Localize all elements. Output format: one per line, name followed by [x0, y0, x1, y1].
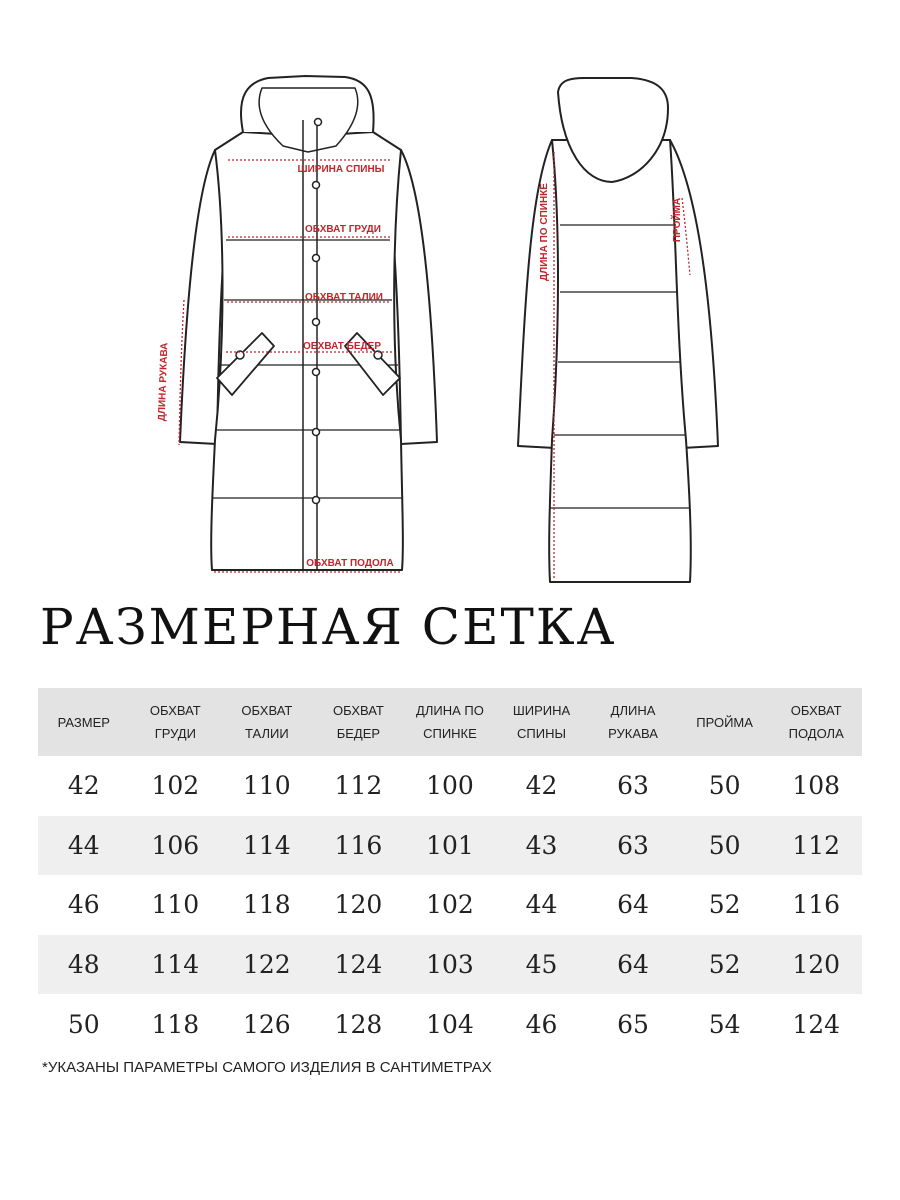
table-row — [38, 875, 862, 935]
column-header — [496, 688, 588, 756]
table-row — [38, 756, 862, 816]
table-cell: 42 — [67, 771, 100, 801]
column-header — [38, 688, 130, 756]
column-header-text: БЕДЕР — [336, 726, 381, 741]
table-cell: 42 — [525, 771, 558, 801]
column-header — [221, 688, 313, 756]
column-header — [404, 688, 496, 756]
column-header — [587, 688, 679, 756]
column-header — [130, 688, 222, 756]
table-cell: 101 — [404, 816, 496, 876]
table-cell: 52 — [679, 935, 771, 995]
table-cell: 112 — [334, 771, 383, 801]
table-row — [38, 994, 862, 1054]
column-header-text: ГРУДИ — [154, 726, 196, 741]
column-header — [313, 688, 405, 756]
column-header-text: ДЛИНА ПО — [416, 703, 484, 718]
label-chest: ОБХВАТ ГРУДИ — [305, 224, 381, 235]
label-back-width: ШИРИНА СПИНЫ — [297, 164, 385, 175]
size-table — [38, 688, 862, 1054]
table-cell: 118 — [243, 890, 291, 920]
column-header-text: ПРОЙМА — [696, 714, 753, 730]
table-cell: 64 — [617, 890, 649, 920]
table-cell: 46 — [525, 1009, 558, 1039]
table-cell: 102 — [151, 771, 200, 801]
table-cell: 126 — [243, 1009, 291, 1039]
table-cell: 50 — [67, 1009, 100, 1039]
label-back-length: ДЛИНА ПО СПИНКЕ — [539, 183, 550, 281]
table-cell: 116 — [792, 890, 841, 920]
column-header-text: ДЛИНА — [610, 703, 656, 718]
column-header — [679, 688, 771, 756]
label-hem: ОБХВАТ ПОДОЛА — [306, 558, 394, 569]
table-cell: 104 — [426, 1009, 474, 1039]
table-cell: 50 — [708, 771, 741, 801]
table-cell: 124 — [313, 935, 405, 995]
table-cell: 44 — [38, 816, 130, 876]
column-header-text: ТАЛИИ — [245, 726, 289, 741]
column-header-text: СПИНКЕ — [423, 726, 477, 741]
table-cell: 43 — [496, 816, 588, 876]
table-cell: 120 — [770, 935, 862, 995]
page-title: РАЗМЕРНАЯ СЕТКА — [40, 598, 617, 656]
table-cell: 48 — [38, 935, 130, 995]
footnote: *УКАЗАНЫ ПАРАМЕТРЫ САМОГО ИЗДЕЛИЯ В САНТИМЕТРАХ — [42, 1059, 492, 1076]
table-cell: 110 — [243, 771, 291, 801]
table-cell: 64 — [587, 935, 679, 995]
coat-front-drawing — [180, 76, 437, 570]
column-header-text: РАЗМЕР — [57, 714, 110, 730]
column-header-text: ПОДОЛА — [788, 726, 844, 741]
column-header — [770, 688, 862, 756]
table-cell: 65 — [617, 1009, 649, 1039]
size-table-body — [38, 756, 862, 1054]
table-cell: 44 — [525, 890, 558, 920]
table-cell: 54 — [708, 1009, 741, 1039]
table-cell: 102 — [426, 890, 474, 920]
table-cell: 118 — [151, 1009, 200, 1039]
column-header-text: ОБХВАТ — [332, 703, 384, 718]
table-row — [38, 816, 862, 876]
table-cell: 114 — [130, 935, 222, 995]
label-hips: ОБХВАТ БЕДЕР — [302, 341, 382, 352]
header-row — [38, 688, 862, 756]
table-cell: 46 — [67, 890, 100, 920]
column-header-text: ОБХВАТ — [241, 703, 293, 718]
table-cell: 106 — [130, 816, 222, 876]
table-cell: 120 — [334, 890, 383, 920]
column-header-text: РУКАВА — [608, 726, 658, 741]
table-cell: 63 — [587, 816, 679, 876]
table-cell: 114 — [221, 816, 313, 876]
table-cell: 100 — [426, 771, 474, 801]
label-armhole: ПРОЙМА — [672, 197, 683, 243]
table-cell: 45 — [496, 935, 588, 995]
column-header-text: СПИНЫ — [517, 726, 566, 741]
table-cell: 124 — [792, 1009, 841, 1039]
coat-back-drawing — [518, 78, 718, 582]
table-cell: 122 — [221, 935, 313, 995]
column-header-text: ОБХВАТ — [790, 703, 842, 718]
size-table-header — [38, 688, 862, 756]
label-waist: ОБХВАТ ТАЛИИ — [305, 292, 383, 303]
table-cell: 50 — [679, 816, 771, 876]
table-cell: 103 — [404, 935, 496, 995]
table-cell: 128 — [334, 1009, 383, 1039]
table-cell: 112 — [770, 816, 862, 876]
table-cell: 108 — [792, 771, 841, 801]
column-header-text: ОБХВАТ — [149, 703, 201, 718]
table-cell: 116 — [313, 816, 405, 876]
table-cell: 52 — [708, 890, 741, 920]
label-sleeve-length: ДЛИНА РУКАВА — [156, 342, 171, 422]
table-cell: 110 — [151, 890, 200, 920]
table-row — [38, 935, 862, 995]
column-header-text: ШИРИНА — [512, 703, 571, 718]
table-cell: 63 — [617, 771, 649, 801]
